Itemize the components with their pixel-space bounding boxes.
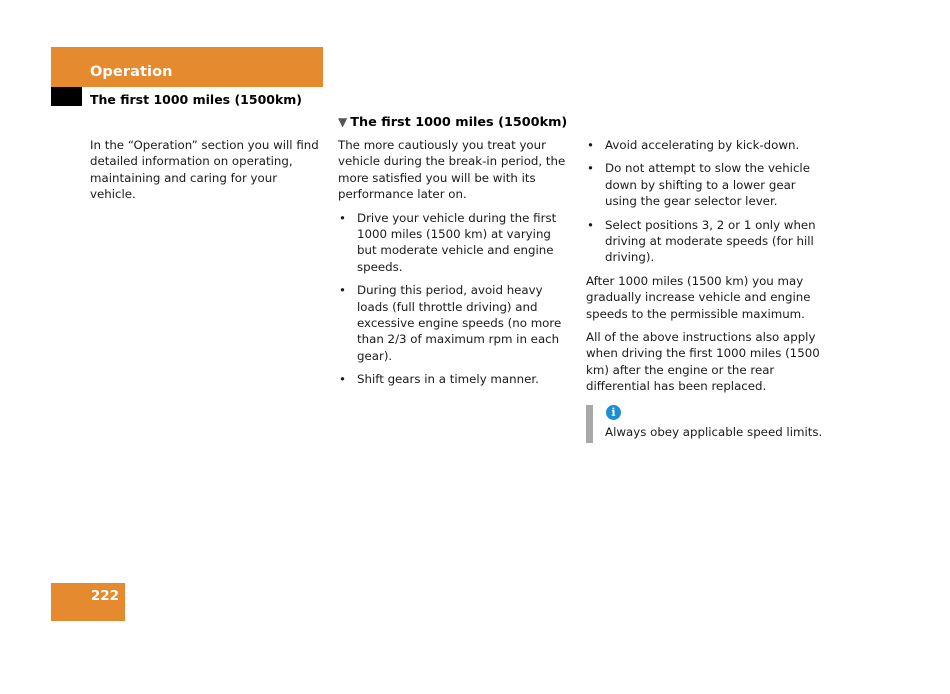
after-break-in-paragraph: After 1000 miles (1500 km) you may gradually increase vehicle and engine speeds to the permissible maximum.	[586, 273, 811, 321]
bullet-icon: •	[587, 138, 594, 152]
list-item: • During this period, avoid heavy loads (full throttle driving) and excessive engine speeds (no more than 2/3 of maximum rpm in each gear).	[339, 283, 562, 363]
list-item: • Shift gears in a timely manner.	[339, 372, 539, 387]
note-bar	[586, 405, 593, 443]
break-in-paragraph: The more cautiously you treat your vehicle during the break-in period, the more satisfied you will be with its performance later on.	[338, 138, 566, 202]
info-note	[586, 405, 822, 443]
subsection-title: The first 1000 miles (1500km)	[90, 92, 303, 107]
info-icon: i	[606, 405, 621, 420]
note-text: Always obey applicable speed limits.	[605, 424, 823, 439]
section-heading-text: The first 1000 miles (1500km)	[350, 115, 568, 130]
driving-tips-list	[586, 137, 822, 266]
instructions-apply-paragraph: All of the above instructions also apply when driving the first 1000 miles (1500 km) after the engine or the rear differential has been replaced.	[586, 330, 820, 394]
section-heading	[338, 115, 567, 130]
subsection-marker	[51, 87, 82, 106]
column-right	[586, 137, 822, 443]
list-item: • Drive your vehicle during the first 1000 miles (1500 km) at varying but moderate vehicle and engine speeds.	[339, 210, 557, 274]
page-number: 222	[90, 588, 119, 604]
section-header-bar	[51, 47, 323, 87]
bullet-icon: •	[339, 283, 346, 298]
list-item: • Avoid accelerating by kick-down.	[587, 138, 800, 152]
triangle-down-icon: ▼	[338, 115, 348, 129]
page-number-box	[51, 583, 125, 621]
list-item: • Select positions 3, 2 or 1 only when driving at moderate speeds (for hill driving).	[587, 217, 816, 265]
section-title: Operation	[90, 64, 173, 80]
intro-paragraph: In the “Operation” section you will find detailed information on operating, maintaining and caring for your vehicle.	[90, 138, 319, 202]
bullet-icon: •	[587, 161, 594, 176]
bullet-icon: •	[339, 372, 346, 387]
bullet-icon: •	[339, 210, 346, 225]
list-item: • Do not attempt to slow the vehicle down by shifting to a lower gear using the gear selector lever.	[587, 161, 810, 209]
break-in-list	[338, 210, 574, 388]
bullet-icon: •	[587, 217, 594, 232]
column-left	[90, 137, 325, 210]
column-middle	[338, 137, 574, 395]
